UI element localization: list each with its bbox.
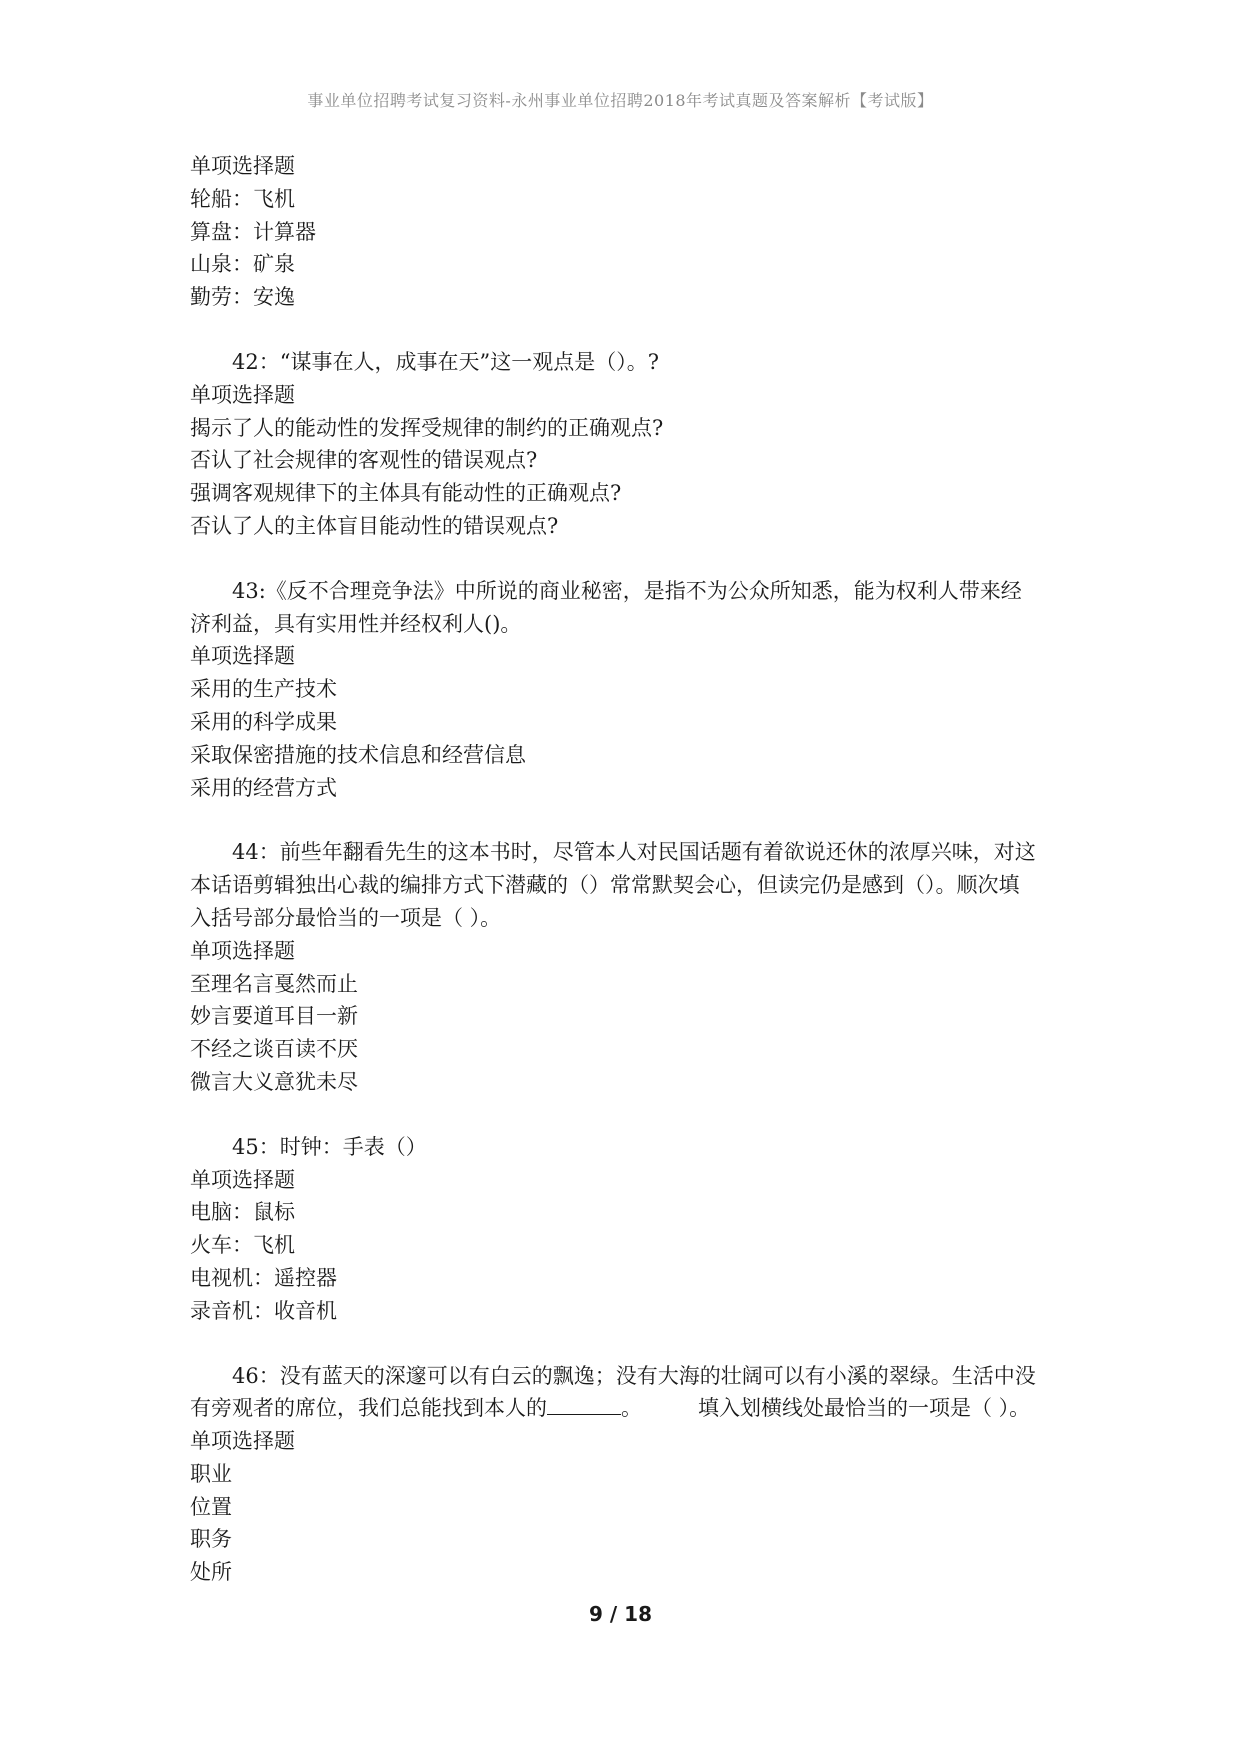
question-44 bbox=[190, 836, 1060, 1098]
question-41 bbox=[190, 150, 1060, 314]
option-b: 位置 bbox=[190, 1494, 232, 1519]
option-a: 职业 bbox=[190, 1461, 232, 1486]
option-b: 采用的科学成果 bbox=[190, 709, 337, 734]
document-body bbox=[190, 150, 1060, 1621]
question-stem-line-1: 44：前些年翻看先生的这本书时，尽管本人对民国话题有着欲说还休的浓厚兴味，对这 bbox=[232, 840, 1036, 865]
question-stem: 45：时钟：手表（） bbox=[232, 1134, 427, 1159]
question-46 bbox=[190, 1360, 1060, 1590]
option-c: 强调客观规律下的主体具有能动性的正确观点? bbox=[190, 481, 622, 506]
question-43 bbox=[190, 575, 1060, 805]
question-stem-line-1: 43:《反不合理竞争法》中所说的商业秘密，是指不为公众所知悉，能为权利人带来经 bbox=[232, 578, 1022, 603]
option-d: 勤劳：安逸 bbox=[190, 285, 295, 310]
option-b: 算盘：计算器 bbox=[190, 219, 316, 244]
option-a: 至理名言戛然而止 bbox=[190, 971, 358, 996]
question-type: 单项选择题 bbox=[190, 1167, 295, 1192]
question-stem-line-1: 46：没有蓝天的深邃可以有白云的飘逸；没有大海的壮阔可以有小溪的翠绿。生活中没 bbox=[232, 1363, 1036, 1388]
question-stem-line-2: 本话语剪辑独出心裁的编排方式下潜藏的（）常常默契会心，但读完仍是感到（）。顺次填 bbox=[190, 873, 1020, 898]
stem-instruction: 填入划横线处最恰当的一项是（ ）。 bbox=[698, 1396, 1031, 1421]
question-stem: 42：“谋事在人，成事在天”这一观点是（）。? bbox=[232, 349, 659, 374]
option-b: 火车：飞机 bbox=[190, 1233, 295, 1258]
fill-in-blank bbox=[547, 1392, 621, 1415]
option-d: 处所 bbox=[190, 1560, 232, 1585]
question-type: 单项选择题 bbox=[190, 644, 295, 669]
question-stem-line-2: 济利益，具有实用性并经权利人()。 bbox=[190, 611, 522, 636]
option-d: 微言大义意犹未尽 bbox=[190, 1069, 358, 1094]
option-b: 否认了社会规律的客观性的错误观点? bbox=[190, 448, 538, 473]
option-d: 否认了人的主体盲目能动性的错误观点? bbox=[190, 513, 559, 538]
option-a: 电脑：鼠标 bbox=[190, 1200, 295, 1225]
option-c: 山泉：矿泉 bbox=[190, 252, 295, 277]
question-stem-line-3: 入括号部分最恰当的一项是（ ）。 bbox=[190, 905, 502, 930]
question-42 bbox=[190, 346, 1060, 543]
option-c: 电视机：遥控器 bbox=[190, 1265, 337, 1290]
question-type: 单项选择题 bbox=[190, 154, 295, 178]
question-type: 单项选择题 bbox=[190, 1429, 295, 1454]
option-a: 轮船：飞机 bbox=[190, 186, 295, 211]
question-45 bbox=[190, 1131, 1060, 1328]
option-c: 不经之谈百读不厌 bbox=[190, 1037, 358, 1062]
option-d: 采用的经营方式 bbox=[190, 775, 337, 800]
option-a: 采用的生产技术 bbox=[190, 677, 337, 702]
option-c: 职务 bbox=[190, 1527, 232, 1552]
page-number: 9 / 18 bbox=[589, 1602, 652, 1626]
page-header: 事业单位招聘考试复习资料-永州事业单位招聘2018年考试真题及答案解析【考试版】 bbox=[307, 91, 934, 110]
question-type: 单项选择题 bbox=[190, 382, 295, 407]
option-b: 妙言要道耳目一新 bbox=[190, 1004, 358, 1029]
option-d: 录音机：收音机 bbox=[190, 1298, 337, 1323]
stem-text: 有旁观者的席位，我们总能找到本人的 bbox=[190, 1396, 547, 1421]
question-stem-line-2 bbox=[190, 1392, 1060, 1425]
option-c: 采取保密措施的技术信息和经营信息 bbox=[190, 742, 526, 767]
option-a: 揭示了人的能动性的发挥受规律的制约的正确观点? bbox=[190, 415, 664, 440]
stem-period: 。 bbox=[621, 1396, 642, 1421]
question-type: 单项选择题 bbox=[190, 938, 295, 963]
